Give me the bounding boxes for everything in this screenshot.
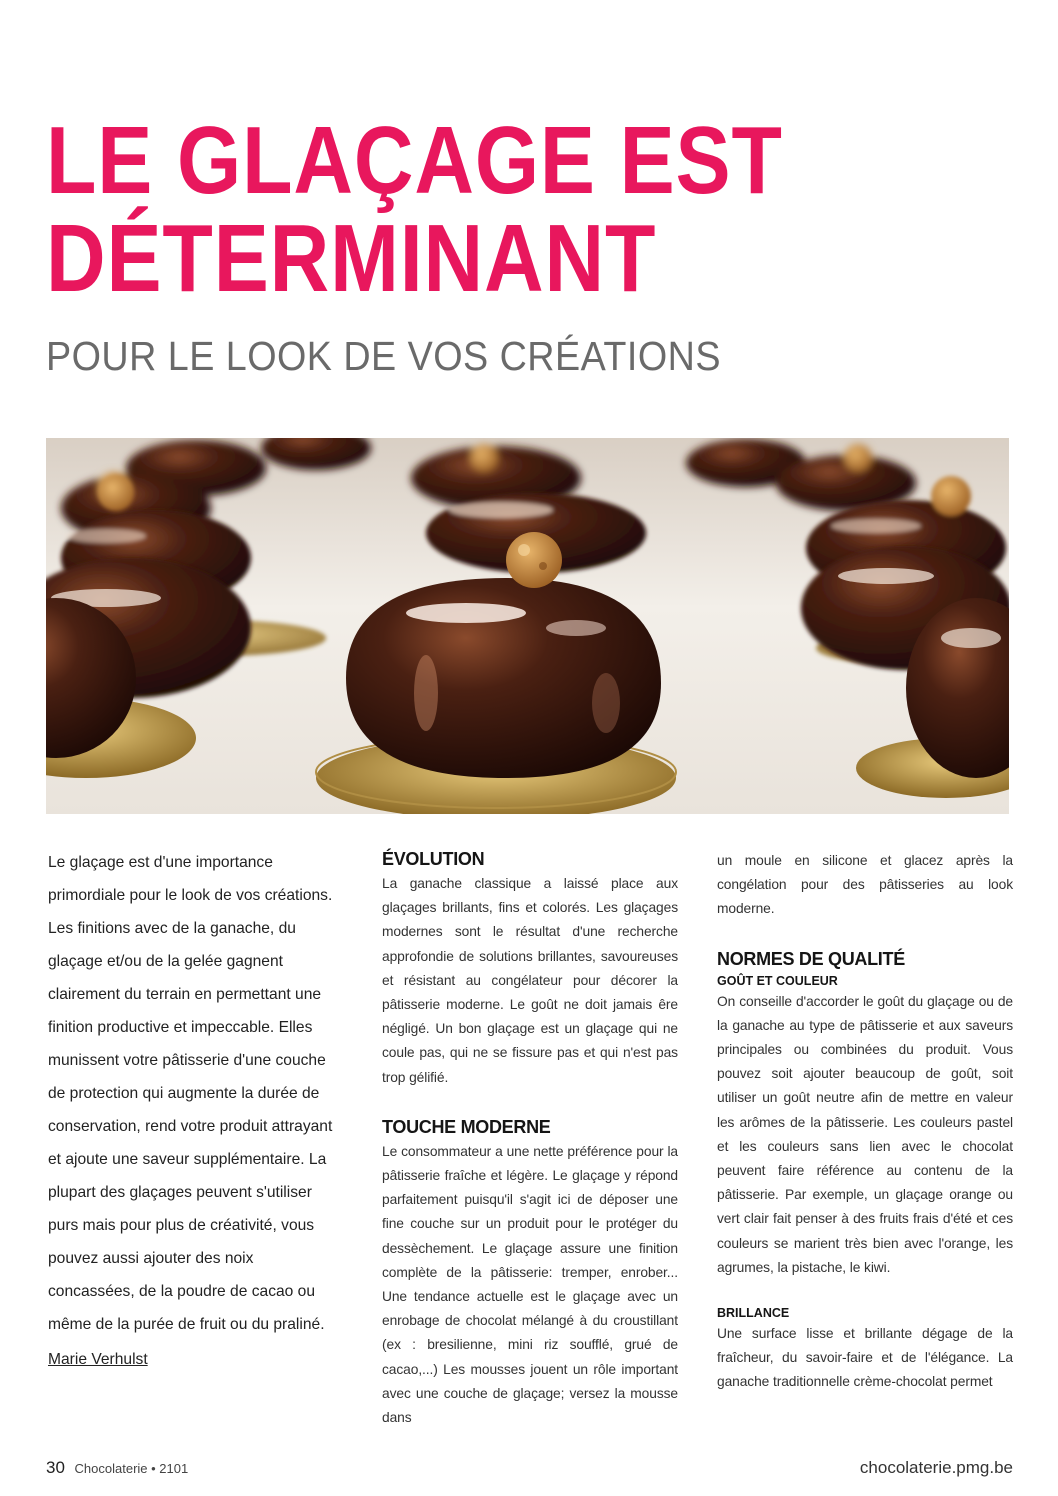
chocolate-entremets-image <box>46 438 1009 814</box>
right-column <box>717 849 1013 1395</box>
website-link[interactable]: chocolaterie.pmg.be <box>859 1458 1013 1477</box>
subheading-brillance: BRILLANCE <box>717 1306 790 1321</box>
magazine-issue: Chocolaterie • 2101 <box>74 1461 189 1476</box>
subheading-gout-et-couleur: GOÛT ET COULEUR <box>717 973 838 988</box>
brillance-body: Une surface lisse et brillante dégage de la fraîcheur, du savoir-faire et de l'élégance. La ganache traditionnelle crème-chocolat permet <box>717 1326 1013 1390</box>
heading-normes-de-qualite: NORMES DE QUALITÉ <box>717 948 905 969</box>
page-title <box>46 107 783 312</box>
normes-body: On conseille d'accorder le goût du glaçage ou de la ganache au type de pâtisserie et aux saveurs principales ou combinées du produit. Vous pouvez soit ajouter beaucoup de goût, soit utiliser un goût neutre afin de mettre en valeur les arômes de la pâtisserie. Les couleurs pastel et les couleurs sans lien avec le chocolat peuvent faire référence au contenu de la pâtisserie. Par exemple, un glaçage orange ou vert clair fait penser à des fruits frais d'été et ces couleurs se marient très bien avec l'orange, les agrumes, la pistache, le kiwi. <box>717 993 1013 1275</box>
author-name: Marie Verhulst <box>48 1351 148 1368</box>
continuation-body: un moule en silicone et glacez après la congélation pour des pâtisseries au look moderne. <box>717 853 1013 917</box>
middle-column <box>382 846 678 1430</box>
footer-left <box>46 1458 188 1478</box>
title-line-2: DÉTERMINANT <box>46 205 657 312</box>
intro-column <box>48 846 338 1376</box>
touche-moderne-body: Le consommateur a une nette préférence pour la pâtisserie fraîche et légère. Le glaçage y répond parfaitement puisqu'il s'agit ici de déposer une fine couche sur un produit pour le protéger du dessèchement. Le glaçage assure une finition complète de la pâtisserie: tremper, enrober... Une tendance actuelle est le glaçage avec un enrobage de chocolat mélangé à du croustillant (ex : bresilienne, mini riz soufflé, grué de cacao,...) Les mousses jouent un rôle important avec une couche de glaçage; versez la mousse dans <box>382 1143 678 1426</box>
page-number: 30 <box>46 1458 65 1477</box>
evolution-body: La ganache classique a laissé place aux glaçages brillants, fins et colorés. Les glaçages modernes sont le résultat d'une recherche approfondie de solutions brillantes, savoureuses et résistant au congélateur pour décorer la pâtisserie moderne. Le goût ne doit jamais êre négligé. Un bon glaçage est un glaçage qui ne coule pas, qui ne se fissure pas et qui n'est pas trop gélifié. <box>382 876 678 1085</box>
title-line-1: LE GLAÇAGE EST <box>46 107 783 214</box>
heading-touche-moderne: TOUCHE MODERNE <box>382 1116 551 1137</box>
intro-paragraph: Le glaçage est d'une importance primordiale pour le look de vos créations. Les finitions avec de la ganache, du glaçage et/ou de la gelée gagnent clairement du terrain en permettant une finition productive et impeccable. Elles munissent votre pâtisserie d'une couche de protection qui augmente la durée de conservation, rend votre produit attrayant et ajoute une saveur supplémentaire. La plupart des glaçages peuvent s'utiliser purs mais pour plus de créativité, vous pouvez aussi ajouter des noix concassées, de la poudre de cacao ou même de la purée de fruit ou du praliné. <box>48 854 333 1333</box>
heading-evolution: ÉVOLUTION <box>382 849 485 869</box>
page-subtitle: POUR LE LOOK DE VOS CRÉATIONS <box>46 333 721 379</box>
hero-photo <box>46 438 1009 814</box>
